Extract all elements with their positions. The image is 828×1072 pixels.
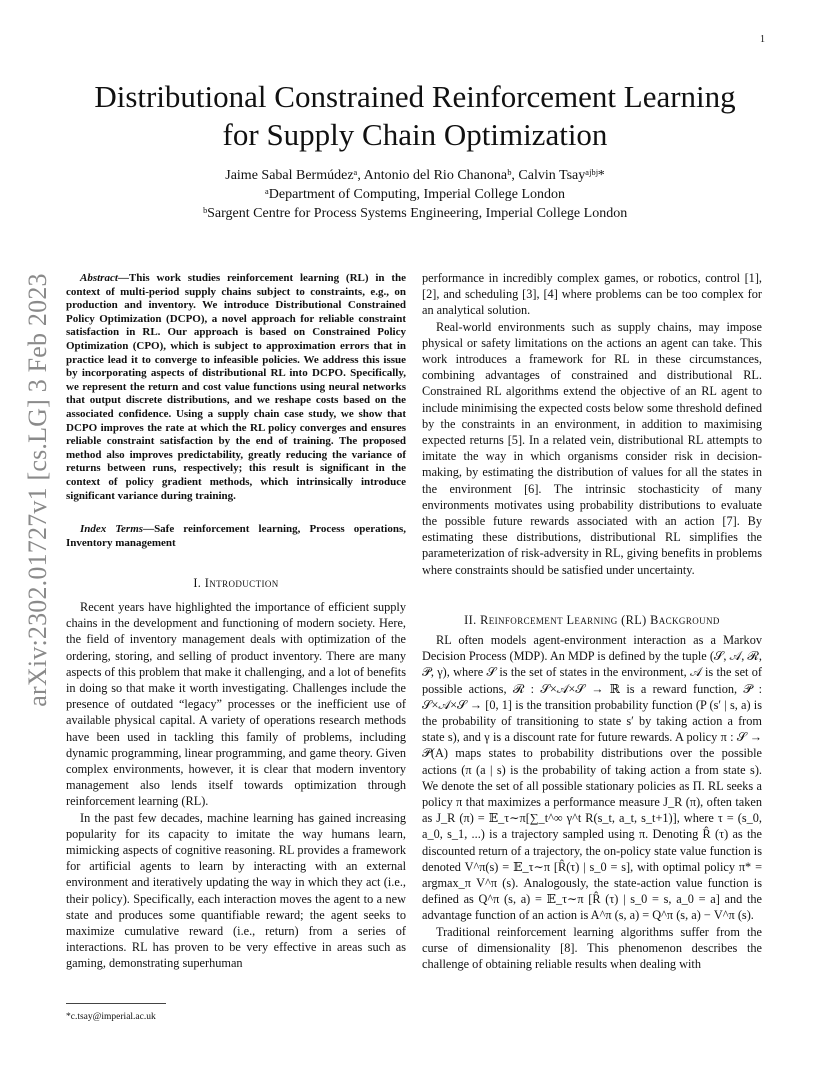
abstract-label: Abstract xyxy=(80,272,118,284)
title-line-1: Distributional Constrained Reinforcement Learning xyxy=(94,79,736,114)
paragraph: Real-world environments such as supply chains, may impose physical or safety limitations on the actions an agent can take. This work introduces a framework for RL in these circumstances, combining advantages of constrained and distributional RL. Constrained RL algorithms extend the objective of an RL agent to include minimising the expected costs below some threshold defined by the constraints in an environment, in addition to maximising expected returns [5]. In a related vein, distributional RL attempts to imitate the way in which organisms consider risk in decision-making, by estimating the distribution of values for all the states in the environment [6]. The intrinsic stochasticity of many environments motivates using probability distributions to evaluate the possible future rewards associated with an action [7]. By estimating these distributions, distributional RL simplifies the parameterization of risk-adversity in RL, giving benefits in problems where constraints should be satisfied under uncertainty. xyxy=(422,319,762,577)
paragraph: Recent years have highlighted the importance of efficient supply chains in the development and functioning of modern society. Here, the field of inventory management deals with optimization of the ordering, storing, and selling of product inventory. There are many aspects of this problem that make it challenging, and a lot of benefits in doing so that make it worth investigating. Challenges include the presence of outdated “legacy” processes or the inefficient use of available physical capital. A variety of operations research methods have been used in tackling this family of problems, including dynamic programming, linear programming, and game theory. Given complex environments, however, it is clear that modern inventory management also lends itself towards optimization through reinforcement learning (RL). xyxy=(66,600,407,809)
footnote: *c.tsay@imperial.ac.uk xyxy=(66,1003,166,1022)
paragraph: performance in incredibly complex games, or robotics, control [1], [2], and scheduling [3], [4] where problems can be too complex for an analytical solution. xyxy=(422,271,762,318)
page-number: 1 xyxy=(760,34,765,45)
section-heading-background: II. Reinforcement Learning (RL) Background xyxy=(464,613,720,627)
affiliation-b: ᵇSargent Centre for Process Systems Engineering, Imperial College London xyxy=(202,206,628,221)
right-column-intro xyxy=(422,270,762,578)
paragraph: Traditional reinforcement learning algorithms suffer from the curse of dimensionality [8]. This phenomenon describes the challenge of obtaining reliable results when dealing with xyxy=(422,924,762,972)
paragraph: In the past few decades, machine learning has gained increasing popularity for its capacity to imitate the way humans learn, mimicking aspects of cognitive reasoning. RL provides a framework for artificial agents to learn by interacting with an external environment and iteratively updating the way in which they act (i.e., their policy). Specifically, each interaction moves the agent to a new state and produces some quantifiable reward; the agent seeks to maximize cumulative reward (i.e., return) from a series of interactions. RL has proven to be very effective in areas such as gaming, demonstrating superhuman xyxy=(66,810,406,971)
arxiv-stamp: arXiv:2302.01727v1 [cs.LG] 3 Feb 2023 xyxy=(23,273,52,707)
paragraph: RL often models agent-environment interaction as a Markov Decision Process (MDP). An MDP is defined by the tuple (𝒮, 𝒜, ℛ, 𝒫, γ), where 𝒮 is the set of states in the environment, 𝒜 is the set of possible actions, ℛ : 𝒮×𝒜×𝒮 → ℝ is a reward function, 𝒫 : 𝒮×𝒜×𝒮 → [0, 1] is the transition probability function (P (s′ | s, a) is the probability of transitioning to state s′ by taking action a from state s), and γ is a discount rate for future rewards. A policy π : 𝒮 → 𝒫(A) maps states to probability distributions over the possible actions (π (a | s) is the probability of taking action a from state s). We denote the set of all possible stationary policies as Π. RL seeks a policy π that maximizes a performance measure J_R (π), often taken as J_R (π) = 𝔼_τ∼π[∑_t^∞ γ^t R(s_t, a_t, s_t+1)], where τ = (s_0, a_0, s_1, ...) is a trajectory sampled using π. Denoting R̂ (τ) as the discounted return of a trajectory, the on-policy state value function is denoted V^π(s) = 𝔼_τ∼π [R̂(τ) | s_0 = s], with optimal policy π* = argmax_π V^π (s). Analogously, the state-action value function is defined as Q^π (s, a) = 𝔼_τ∼π [R̂ (τ) | s_0 = s, a_0 = a] and the advantage function of an action is A^π (s, a) = Q^π (s, a) − V^π (s). xyxy=(422,633,762,923)
affiliation-a: ᵃDepartment of Computing, Imperial College London xyxy=(264,187,566,202)
index-terms-text: —Safe reinforcement learning, Process operations, Inventory management xyxy=(66,523,406,549)
introduction-body xyxy=(66,599,406,972)
abstract xyxy=(66,272,406,503)
abstract-text: —This work studies reinforcement learning (RL) in the context of multi-period supply chains subject to constraints, e.g., on production and inventory. We introduce Distributional Constrained Policy Optimization (DCPO), a novel approach for reliable constraint satisfaction in RL. Our approach is based on Constrained Policy Optimization (CPO), which is subject to approximation errors that in practice lead it to converge to infeasible policies. We address this issue by incorporating aspects of distributional RL into DCPO. Specifically, we represent the return and cost value functions using neural networks that output discrete distributions, and we reshape costs based on the associated confidence. Using a supply chain case study, we show that DCPO improves the rate at which the RL policy converges and ensures reliable constraint satisfaction by the end of training. The proposed method also improves predictability, greatly reducing the variance of returns between runs, respectively; this result is significant in the context of policy gradient methods, which intrinsically introduce significant variance during training. xyxy=(66,272,406,502)
author-block xyxy=(60,166,770,223)
index-terms-label: Index Terms xyxy=(80,523,144,535)
title-line-2: for Supply Chain Optimization xyxy=(222,117,608,152)
section-heading-introduction: I. Introduction xyxy=(193,576,279,590)
author-list: Jaime Sabal Bermúdezᵃ, Antonio del Rio Chanonaᵇ, Calvin Tsayᵃʲᵇʲ* xyxy=(225,168,605,183)
background-body xyxy=(422,632,762,972)
index-terms xyxy=(66,523,406,550)
paper-title xyxy=(60,78,770,154)
